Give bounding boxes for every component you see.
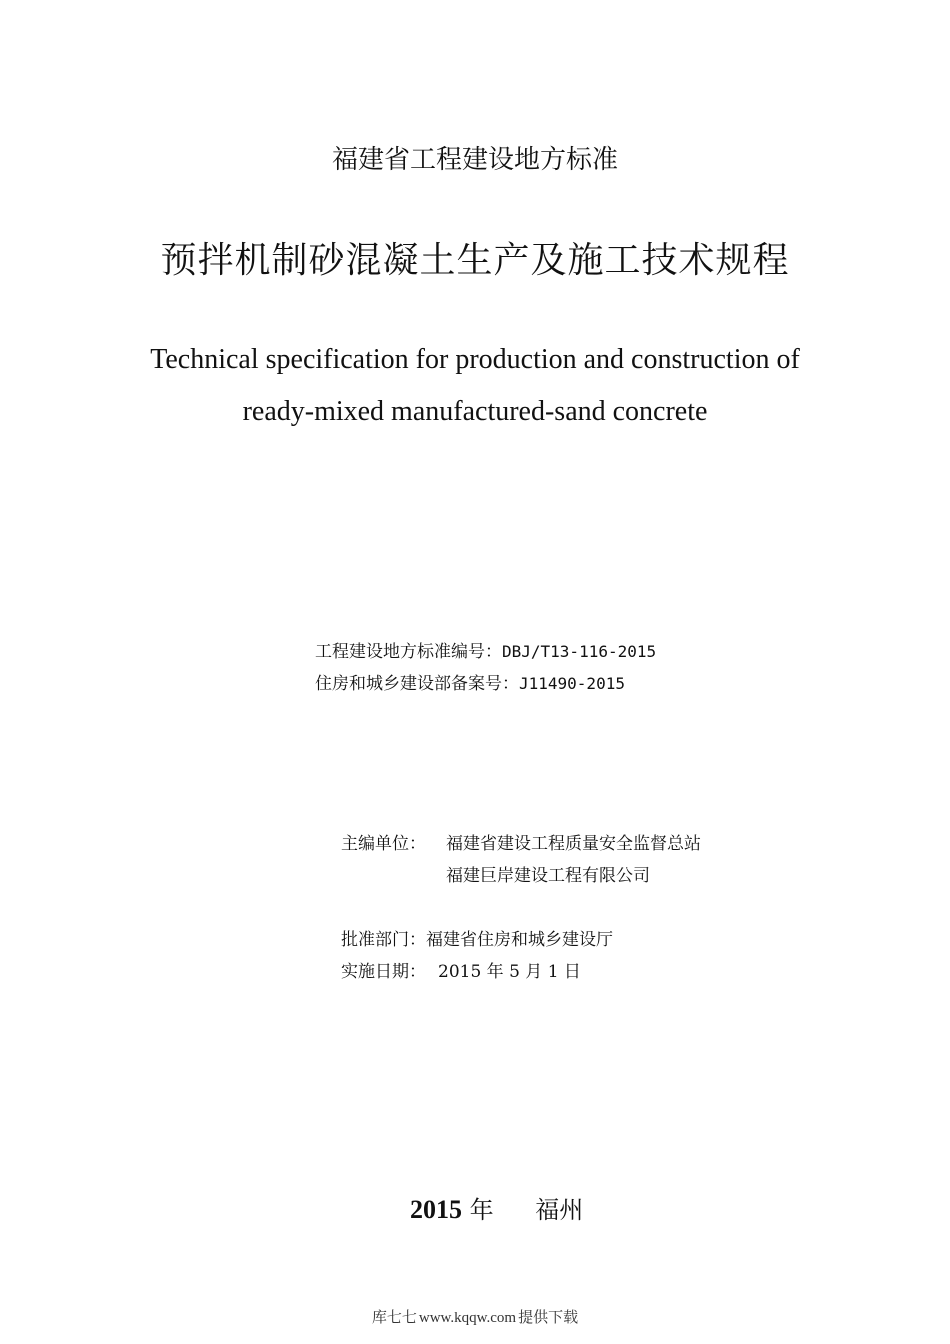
record-number-value: J11490-2015 <box>519 674 625 693</box>
publication-year-unit: 年 <box>469 1196 494 1224</box>
standard-code-row <box>315 640 656 664</box>
approval-department-label: 批准部门： <box>341 930 426 950</box>
editor-unit-label: 主编单位： <box>341 834 426 854</box>
watermark-suffix: 提供下载 <box>518 1308 579 1326</box>
document-title-english-line-1: Technical specification for production and construction of <box>150 344 800 375</box>
publication-year: 2015 <box>410 1195 462 1224</box>
standard-code-value: DBJ/T13-116-2015 <box>502 642 657 661</box>
effective-date-row <box>341 960 581 984</box>
effective-date-value: 2015 年 5 月 1 日 <box>438 962 581 982</box>
standard-category: 福建省工程建设地方标准 <box>331 145 618 175</box>
approval-department-value: 福建省住房和城乡建设厅 <box>426 930 613 950</box>
document-title-english-line-2: ready-mixed manufactured-sand concrete <box>242 396 708 427</box>
editor-unit-secondary: 福建巨岸建设工程有限公司 <box>446 866 650 886</box>
download-watermark <box>0 1306 950 1329</box>
record-number-label: 住房和城乡建设部备案号： <box>315 674 519 694</box>
effective-date-label: 实施日期： <box>341 962 426 982</box>
editor-unit-primary: 福建省建设工程质量安全监督总站 <box>446 834 701 854</box>
watermark-prefix: 库七七 <box>371 1308 417 1326</box>
document-title-chinese: 预拌机制砂混凝土生产及施工技术规程 <box>160 240 790 281</box>
record-number-row <box>315 672 625 696</box>
watermark-url: www.kqqw.com <box>418 1310 517 1326</box>
publication-city: 福州 <box>535 1196 584 1224</box>
approval-department-row <box>341 928 613 952</box>
publication-footer <box>410 1193 583 1227</box>
standard-code-label: 工程建设地方标准编号： <box>315 642 502 662</box>
